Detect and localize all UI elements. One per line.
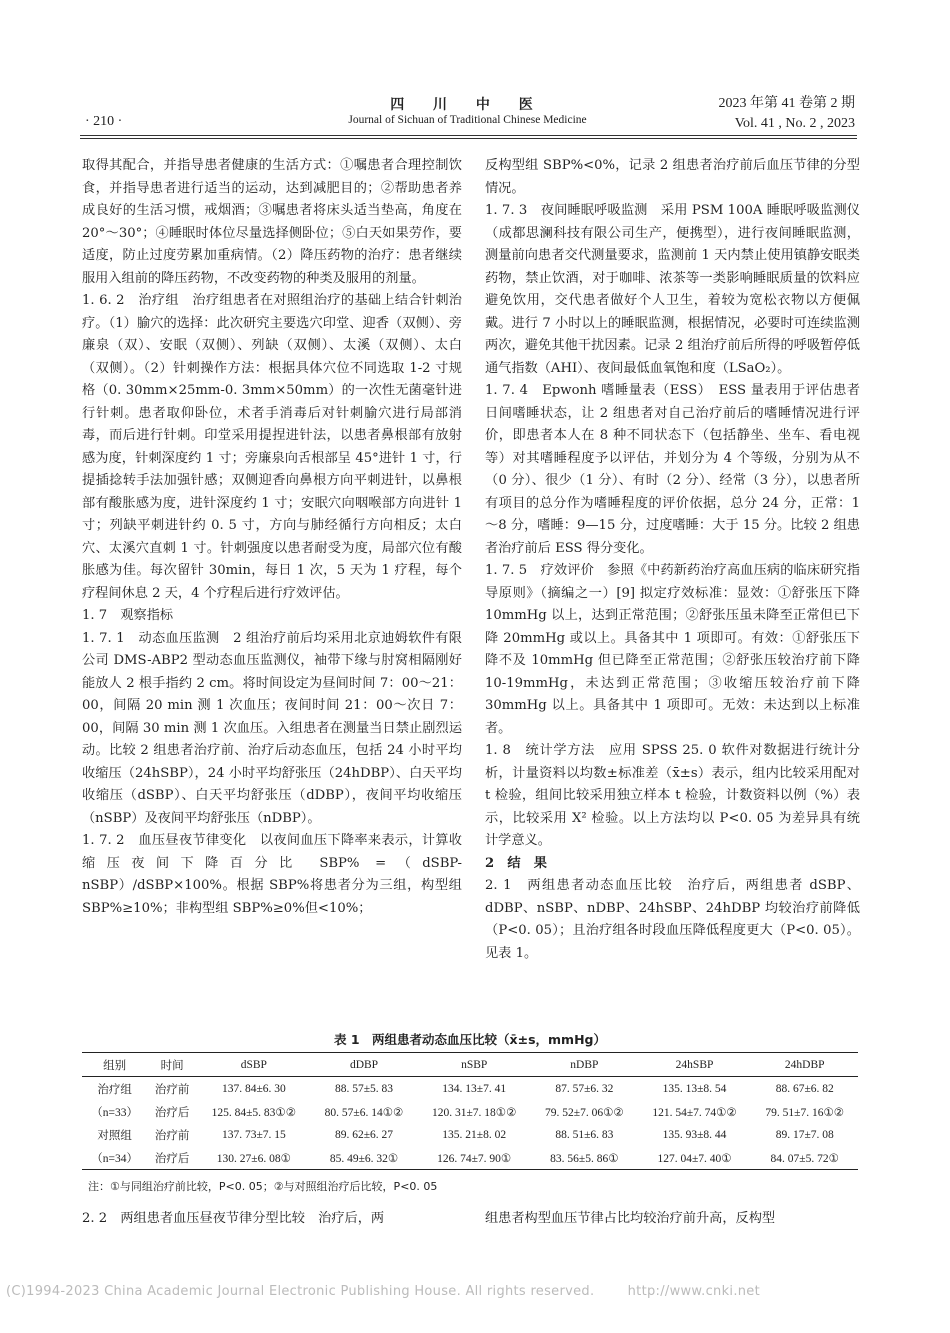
table-row [82, 1077, 858, 1101]
paragraph: 1. 6. 2 治疗组 治疗组患者在对照组治疗的基础上结合针刺治疗。（1）腧穴的选择：此次研究主要选穴印堂、迎香（双侧）、旁廉泉（双）、安眠（双侧）、列缺（双侧）、太溪（双侧）、太白（双侧）。（2）针刺操作方法：根据具体穴位不同选取 1-2 寸规格（0. 30mm×25mm-0. 3mm×50mm）的一次性无菌毫针进行针刺。患者取仰卧位，术者手消毒后对针刺腧穴进行局部消毒，而后进行针刺。印堂采用提捏进针法，以患者鼻根部有放射感为度，针刺深度约 1 寸；旁廉泉向舌根部呈 45°进针 1 寸，行提插捻转手法加强针感；双侧迎香向鼻根方向平刺进针，以鼻根部有酸胀感为度，进针深度约 1 寸；安眠穴向咽喉部方向进针 1 寸；列缺平刺进针约 0. 5 寸，方向与肺经循行方向相反；太白穴、太溪穴直刺 1 寸。针刺强度以患者耐受为度，局部穴位有酸胀感为佳。每次留针 30min，每日 1 次，5 天为 1 疗程，每个疗程间休息 2 天，4 个疗程后进行疗效评估。 [82, 293, 462, 601]
table-cell: 88. 67±6. 82 [775, 1082, 834, 1095]
section-heading: 2 结 果 [485, 855, 547, 871]
paragraph: 1. 7. 1 动态血压监测 2 组治疗前后均采用北京迪姆软件有限公司 DMS-ABP2 型动态血压监测仪，袖带下缘与肘窝相隔刚好能放人 2 根手指约 2 cm。将时间设定为昼间时间 7：00～21：00，间隔 20 min 测 1 次血压；夜间时间 21：00～次日 7：00，间隔 30 min 测 1 次血压。入组患者在测量当日禁止剧烈运动。比较 2 组患者治疗前、治疗后动态血压，包括 24 小时平均收缩压（24hSBP），24 小时平均舒张压（24hDBP）、白天平均收缩压（dSBP）、白天平均舒张压（dDBP），夜间平均收缩压（nSBP）及夜间平均舒张压（nDBP）。 [82, 630, 462, 826]
table-cell: 89. 62±6. 27 [334, 1128, 394, 1141]
issue-info [719, 94, 856, 134]
bottom-left-text: 2. 2 两组患者血压昼夜节律分型比较 治疗后，两 [82, 1211, 385, 1226]
table-cell: 134. 13±7. 41 [442, 1082, 507, 1095]
table-cell: 83. 56±5. 86① [550, 1152, 619, 1165]
paragraph: 2. 1 两组患者动态血压比较 治疗后，两组患者 dSBP、dDBP、nSBP、nDBP、24hSBP、24hDBP 均较治疗前降低（P<0. 05）；且治疗组各时段血压降低程度更大（P<0. 05）。见表 1。 [485, 878, 860, 961]
footer-url: http://www.cnki.net [627, 1284, 760, 1299]
journal-title-cn: 四 川 中 医 [390, 97, 545, 113]
table-note: 注：①与同组治疗前比较，P<0. 05；②与对照组治疗后比较，P<0. 05 [88, 1180, 438, 1193]
table-cell: （n=33） [91, 1106, 139, 1119]
table-cell: 135. 21±8. 02 [442, 1128, 507, 1141]
paragraph: 1. 7. 2 血压昼夜节律变化 以夜间血压下降率来表示，计算收缩压夜间下降百分比 SBP% =（dSBP-nSBP）/dSBP×100%。根据 SBP%将患者分为三组，构型组 SBP%≥10%；非构型组 SBP%≥0%但<10%； [82, 833, 462, 916]
right-column [485, 155, 860, 965]
table-cell: 79. 52±7. 06①② [545, 1106, 624, 1119]
table-cell: 125. 84±5. 83①② [211, 1106, 297, 1119]
table-cell: 126. 74±7. 90① [437, 1152, 512, 1165]
page-number: · 210 · [85, 114, 123, 129]
copyright-text: (C)1994-2023 China Academic Journal Electronic Publishing House. All rights reserved. [6, 1284, 595, 1299]
table-cell: 137. 73±7. 15 [221, 1128, 286, 1141]
table-cell: 治疗后 [154, 1152, 190, 1165]
table-cell: 135. 13±8. 54 [662, 1082, 727, 1095]
table-cell: 130. 27±6. 08① [216, 1152, 291, 1165]
table-header: 24hSBP [675, 1058, 714, 1071]
table-header-row [82, 1053, 858, 1077]
paragraph: 取得其配合，并指导患者健康的生活方式：①嘱患者合理控制饮食，并指导患者进行适当的运动，达到减肥目的；②帮助患者养成良好的生活习惯，戒烟酒；③嘱患者将床头适当垫高，角度在 20°～30°；④睡眠时体位尽量选择侧卧位；⑤白天如果劳作，要适度，防止过度劳累加重病情。（2）降压药物的治疗：患者继续服用入组前的降压药物，不改变药物的种类及服用的剂量。 [82, 158, 462, 286]
table-cell: 84. 07±5. 72① [770, 1152, 839, 1165]
table-cell: 对照组 [97, 1129, 132, 1142]
table-cell: 87. 57±6. 32 [555, 1082, 614, 1095]
table-cell: 89. 17±7. 08 [775, 1128, 834, 1141]
paragraph: 1. 8 统计学方法 应用 SPSS 25. 0 软件对数据进行统计分析，计量资料以均数±标准差（x̄±s）表示，组内比较采用配对 t 检验，组间比较采用独立样本 t 检验，计数资料以例（%）表示，比较采用 X² 检验。以上方法均以 P<0. 05 为差异具有统计学意义。 [485, 743, 860, 848]
paragraph: 1. 7. 4 Epwonh 嗜睡量表（ESS） ESS 量表用于评估患者日间嗜睡状态，让 2 组患者对自己治疗前后的嗜睡情况进行评价，即患者本人在 8 种不同状态下（包括静坐、坐车、看电视等）对其嗜睡程度予以评估，并划分为 4 个等级，分别为从不（0 分）、很少（1 分）、有时（2 分）、经常（3 分），以患者所有项目的总分作为嗜睡程度的评价依据，总分 24 分，正常：1～8 分，嗜睡：9—15 分，过度嗜睡：大于 15 分。比较 2 组患者治疗前后 ESS 得分变化。 [485, 383, 860, 556]
journal-title-en: Journal of Sichuan of Traditional Chinese Medicine [348, 114, 587, 126]
table-1 [82, 1030, 858, 1194]
table-header: nDBP [570, 1058, 599, 1071]
paragraph: 1. 7. 3 夜间睡眠呼吸监测 采用 PSM 100A 睡眠呼吸监测仪（成都思澜科技有限公司生产，便携型），进行夜间睡眠监测，测量前向患者交代测量要求，监测前 1 天内禁止使用镇静安眠类药物，禁止饮酒，对于咖啡、浓茶等一类影响睡眠质量的饮料应避免饮用，交代患者做好个人卫生，着较为宽松衣物以方便佩戴。进行 7 小时以上的睡眠监测，根据情况，必要时可连续监测两次，避免其他干扰因素。记录 2 组治疗前后所得的呼吸暂停低通气指数（AHI）、夜间最低血氧饱和度（LSaO₂）。 [485, 203, 860, 376]
left-column [82, 155, 462, 920]
table-cell: 治疗前 [154, 1129, 190, 1142]
table-row [82, 1100, 858, 1123]
table-header: dSBP [240, 1058, 267, 1071]
table-cell: 120. 31±7. 18①② [431, 1106, 517, 1119]
section-heading: 1. 7 观察指标 [82, 608, 174, 623]
paragraph: 1. 7. 5 疗效评价 参照《中药新药治疗高血压病的临床研究指导原则》（摘编之一）[9] 拟定疗效标准：显效：①舒张压下降 10mmHg 以上，达到正常范围；②舒张压虽未降至正常但已下降 20mmHg 或以上。具备其中 1 项即可。有效：①舒张压下降不及 10mmHg 但已降至正常范围；②舒张压较治疗前下降 10-19mmHg，未达到正常范围；③收缩压较治疗前下降 30mmHg 以上。具备其中 1 项即可。无效：未达到以上标准者。 [485, 563, 860, 736]
table-cell: 137. 84±6. 30 [221, 1082, 286, 1095]
table-cell: 121. 54±7. 74①② [652, 1106, 737, 1119]
table-cell: 127. 04±7. 40① [657, 1152, 732, 1165]
table-header: 时间 [160, 1059, 184, 1072]
table-header: nSBP [461, 1058, 488, 1071]
table-cell: 88. 57±5. 83 [334, 1082, 394, 1095]
table-header: dDBP [349, 1058, 379, 1071]
paragraph: 反构型组 SBP%<0%，记录 2 组患者治疗前后血压节律的分型情况。 [485, 158, 860, 196]
table-cell: 135. 93±8. 44 [662, 1128, 727, 1141]
table-caption: 表 1 两组患者动态血压比较（x̄±s，mmHg） [334, 1032, 606, 1047]
data-table [82, 1052, 858, 1170]
table-cell: 治疗组 [97, 1083, 132, 1096]
table-cell: （n=34） [91, 1152, 139, 1165]
bottom-right-text: 组患者构型血压节律占比均较治疗前升高，反构型 [485, 1211, 776, 1226]
page-header [80, 94, 855, 134]
table-header: 组别 [103, 1059, 127, 1072]
header-rule [80, 135, 857, 139]
table-cell: 85. 49±6. 32① [329, 1152, 399, 1165]
issue-cn: 2023 年第 41 卷第 2 期 [718, 96, 855, 111]
table-cell: 80. 57±6. 14①② [324, 1106, 404, 1119]
issue-en: Vol. 41 , No. 2 , 2023 [734, 116, 855, 131]
table-row [82, 1146, 858, 1170]
table-cell: 88. 51±6. 83 [555, 1128, 614, 1141]
table-header: 24hDBP [784, 1058, 825, 1071]
table-cell: 治疗前 [154, 1083, 190, 1096]
table-cell: 79. 51±7. 16①② [765, 1106, 845, 1119]
table-row [82, 1123, 858, 1146]
table-cell: 治疗后 [154, 1106, 190, 1119]
